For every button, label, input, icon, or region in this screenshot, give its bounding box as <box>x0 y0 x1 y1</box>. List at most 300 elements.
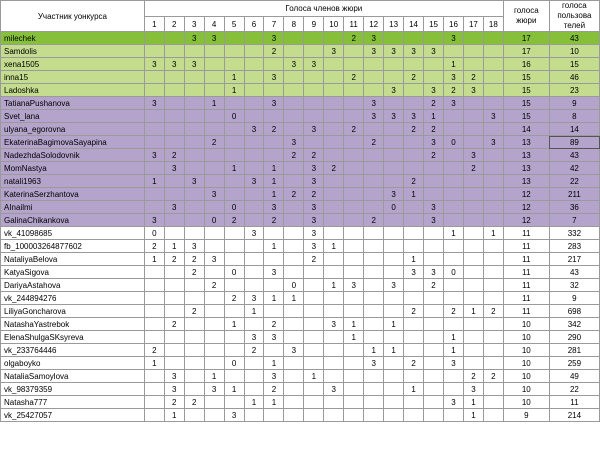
jury-vote-cell[interactable] <box>364 305 384 318</box>
jury-vote-cell[interactable]: 1 <box>264 357 284 370</box>
jury-vote-cell[interactable] <box>244 370 264 383</box>
jury-vote-cell[interactable] <box>384 175 404 188</box>
jury-vote-cell[interactable]: 3 <box>204 253 224 266</box>
user-votes-cell[interactable]: 9 <box>549 292 599 305</box>
jury-vote-cell[interactable] <box>364 71 384 84</box>
jury-vote-cell[interactable]: 3 <box>424 136 444 149</box>
jury-vote-cell[interactable]: 3 <box>384 110 404 123</box>
jury-vote-cell[interactable] <box>324 292 344 305</box>
jury-vote-cell[interactable]: 2 <box>264 45 284 58</box>
jury-vote-cell[interactable]: 1 <box>224 84 244 97</box>
user-votes-cell[interactable]: 259 <box>549 357 599 370</box>
jury-vote-cell[interactable]: 2 <box>284 149 304 162</box>
jury-vote-cell[interactable] <box>324 331 344 344</box>
jury-vote-cell[interactable]: 2 <box>224 292 244 305</box>
jury-vote-cell[interactable] <box>244 409 264 422</box>
jury-vote-cell[interactable] <box>424 240 444 253</box>
jury-vote-cell[interactable] <box>344 97 364 110</box>
jury-total-cell[interactable]: 15 <box>503 84 549 97</box>
participant-name-cell[interactable]: xena1505 <box>1 58 145 71</box>
jury-vote-cell[interactable] <box>244 32 264 45</box>
jury-vote-cell[interactable]: 2 <box>463 162 483 175</box>
participant-name-cell[interactable]: Natasha777 <box>1 396 145 409</box>
jury-vote-cell[interactable]: 2 <box>164 318 184 331</box>
jury-vote-cell[interactable]: 3 <box>244 175 264 188</box>
jury-vote-cell[interactable] <box>463 45 483 58</box>
jury-vote-cell[interactable]: 3 <box>364 97 384 110</box>
jury-vote-cell[interactable] <box>444 162 464 175</box>
jury-vote-cell[interactable] <box>224 58 244 71</box>
jury-vote-cell[interactable] <box>264 149 284 162</box>
participant-name-cell[interactable]: EkaterinaBagimovaSayapina <box>1 136 145 149</box>
jury-vote-cell[interactable] <box>204 149 224 162</box>
jury-vote-cell[interactable] <box>184 383 204 396</box>
jury-vote-cell[interactable] <box>224 253 244 266</box>
jury-vote-cell[interactable]: 2 <box>224 214 244 227</box>
jury-vote-cell[interactable] <box>224 32 244 45</box>
jury-vote-cell[interactable] <box>164 45 184 58</box>
jury-vote-cell[interactable]: 3 <box>444 32 464 45</box>
jury-vote-cell[interactable]: 3 <box>483 136 503 149</box>
jury-vote-cell[interactable] <box>144 305 164 318</box>
user-votes-cell[interactable]: 290 <box>549 331 599 344</box>
jury-vote-cell[interactable]: 1 <box>144 253 164 266</box>
jury-vote-cell[interactable] <box>324 32 344 45</box>
jury-vote-cell[interactable] <box>483 409 503 422</box>
jury-vote-cell[interactable]: 3 <box>384 84 404 97</box>
jury-vote-cell[interactable] <box>463 318 483 331</box>
user-votes-cell[interactable]: 43 <box>549 149 599 162</box>
jury-vote-cell[interactable] <box>324 253 344 266</box>
participant-name-cell[interactable]: Samdolis <box>1 45 145 58</box>
jury-vote-cell[interactable] <box>204 331 224 344</box>
jury-vote-cell[interactable] <box>344 58 364 71</box>
jury-vote-cell[interactable] <box>444 175 464 188</box>
jury-vote-cell[interactable] <box>424 253 444 266</box>
jury-number-header[interactable]: 14 <box>404 17 424 32</box>
jury-vote-cell[interactable] <box>364 201 384 214</box>
jury-vote-cell[interactable] <box>384 396 404 409</box>
jury-vote-cell[interactable] <box>144 162 164 175</box>
jury-vote-cell[interactable] <box>424 188 444 201</box>
participant-name-cell[interactable]: DariyaAstahova <box>1 279 145 292</box>
jury-vote-cell[interactable] <box>284 240 304 253</box>
jury-vote-cell[interactable] <box>144 292 164 305</box>
jury-vote-cell[interactable] <box>164 188 184 201</box>
jury-vote-cell[interactable] <box>344 45 364 58</box>
jury-vote-cell[interactable] <box>463 136 483 149</box>
jury-vote-cell[interactable]: 3 <box>244 123 264 136</box>
participant-name-cell[interactable]: KatyaSigova <box>1 266 145 279</box>
jury-vote-cell[interactable]: 3 <box>184 240 204 253</box>
jury-total-cell[interactable]: 12 <box>503 201 549 214</box>
jury-vote-cell[interactable]: 1 <box>264 175 284 188</box>
jury-vote-cell[interactable] <box>284 227 304 240</box>
jury-vote-cell[interactable]: 3 <box>184 58 204 71</box>
jury-vote-cell[interactable] <box>344 305 364 318</box>
jury-vote-cell[interactable] <box>264 58 284 71</box>
jury-vote-cell[interactable] <box>164 344 184 357</box>
jury-vote-cell[interactable] <box>204 45 224 58</box>
jury-vote-cell[interactable] <box>344 149 364 162</box>
jury-vote-cell[interactable] <box>144 188 164 201</box>
jury-vote-cell[interactable] <box>324 266 344 279</box>
jury-vote-cell[interactable] <box>404 58 424 71</box>
jury-vote-cell[interactable] <box>244 383 264 396</box>
jury-vote-cell[interactable]: 2 <box>424 149 444 162</box>
jury-vote-cell[interactable] <box>384 383 404 396</box>
jury-vote-cell[interactable] <box>204 123 224 136</box>
jury-vote-cell[interactable] <box>444 409 464 422</box>
jury-vote-cell[interactable] <box>304 84 324 97</box>
jury-vote-cell[interactable] <box>324 188 344 201</box>
jury-vote-cell[interactable]: 3 <box>144 149 164 162</box>
user-votes-cell[interactable]: 43 <box>549 32 599 45</box>
jury-vote-cell[interactable]: 2 <box>264 214 284 227</box>
jury-vote-cell[interactable] <box>144 409 164 422</box>
user-votes-cell[interactable]: 283 <box>549 240 599 253</box>
jury-vote-cell[interactable] <box>224 227 244 240</box>
jury-vote-cell[interactable] <box>424 357 444 370</box>
jury-vote-cell[interactable] <box>224 240 244 253</box>
jury-vote-cell[interactable]: 2 <box>404 71 424 84</box>
jury-vote-cell[interactable]: 2 <box>404 175 424 188</box>
jury-vote-cell[interactable] <box>284 383 304 396</box>
jury-vote-cell[interactable] <box>444 123 464 136</box>
jury-vote-cell[interactable]: 3 <box>224 409 244 422</box>
jury-vote-cell[interactable]: 3 <box>144 97 164 110</box>
jury-vote-cell[interactable]: 3 <box>324 45 344 58</box>
jury-vote-cell[interactable]: 3 <box>264 32 284 45</box>
jury-vote-cell[interactable] <box>463 201 483 214</box>
jury-vote-cell[interactable]: 3 <box>184 175 204 188</box>
jury-vote-cell[interactable] <box>284 318 304 331</box>
user-votes-cell[interactable]: 332 <box>549 227 599 240</box>
jury-vote-cell[interactable] <box>184 162 204 175</box>
jury-vote-cell[interactable] <box>304 357 324 370</box>
jury-number-header[interactable]: 10 <box>324 17 344 32</box>
jury-total-cell[interactable]: 9 <box>503 409 549 422</box>
jury-vote-cell[interactable] <box>483 214 503 227</box>
jury-vote-cell[interactable] <box>483 71 503 84</box>
jury-vote-cell[interactable] <box>404 396 424 409</box>
participant-column-header[interactable]: Участник уонкурса <box>1 1 145 32</box>
participant-name-cell[interactable]: vk_25427057 <box>1 409 145 422</box>
jury-vote-cell[interactable] <box>184 292 204 305</box>
jury-number-header[interactable]: 2 <box>164 17 184 32</box>
jury-vote-cell[interactable] <box>344 175 364 188</box>
jury-vote-cell[interactable] <box>384 240 404 253</box>
jury-vote-cell[interactable]: 1 <box>344 318 364 331</box>
jury-vote-cell[interactable] <box>244 45 264 58</box>
jury-total-cell[interactable]: 10 <box>503 344 549 357</box>
jury-vote-cell[interactable]: 2 <box>463 71 483 84</box>
participant-name-cell[interactable]: fb_100003264877602 <box>1 240 145 253</box>
jury-vote-cell[interactable]: 2 <box>204 136 224 149</box>
user-votes-column-header[interactable]: голоса пользова телей <box>549 1 599 32</box>
jury-vote-cell[interactable]: 3 <box>463 149 483 162</box>
jury-vote-cell[interactable]: 3 <box>444 71 464 84</box>
jury-vote-cell[interactable]: 3 <box>264 370 284 383</box>
jury-vote-cell[interactable] <box>204 201 224 214</box>
jury-number-header[interactable]: 18 <box>483 17 503 32</box>
user-votes-cell[interactable]: 7 <box>549 214 599 227</box>
jury-vote-cell[interactable] <box>184 45 204 58</box>
jury-vote-cell[interactable] <box>304 97 324 110</box>
jury-vote-cell[interactable]: 2 <box>304 188 324 201</box>
jury-vote-cell[interactable] <box>364 396 384 409</box>
jury-vote-cell[interactable] <box>284 357 304 370</box>
jury-total-cell[interactable]: 10 <box>503 331 549 344</box>
participant-name-cell[interactable]: milechek <box>1 32 145 45</box>
user-votes-cell[interactable]: 22 <box>549 175 599 188</box>
jury-vote-cell[interactable]: 3 <box>384 45 404 58</box>
participant-name-cell[interactable]: KaterinaSerzhantova <box>1 188 145 201</box>
jury-vote-cell[interactable] <box>284 253 304 266</box>
jury-vote-cell[interactable] <box>324 357 344 370</box>
jury-vote-cell[interactable] <box>364 279 384 292</box>
jury-vote-cell[interactable] <box>344 227 364 240</box>
jury-vote-cell[interactable] <box>384 305 404 318</box>
jury-vote-cell[interactable]: 1 <box>444 58 464 71</box>
jury-vote-cell[interactable] <box>364 370 384 383</box>
jury-vote-cell[interactable] <box>164 266 184 279</box>
jury-vote-cell[interactable] <box>444 45 464 58</box>
jury-vote-cell[interactable] <box>244 97 264 110</box>
jury-vote-cell[interactable] <box>404 227 424 240</box>
jury-vote-cell[interactable] <box>204 305 224 318</box>
jury-vote-cell[interactable] <box>264 110 284 123</box>
jury-vote-cell[interactable]: 0 <box>224 357 244 370</box>
jury-number-header[interactable]: 6 <box>244 17 264 32</box>
jury-vote-cell[interactable] <box>463 344 483 357</box>
jury-vote-cell[interactable] <box>444 279 464 292</box>
jury-vote-cell[interactable] <box>304 318 324 331</box>
jury-vote-cell[interactable] <box>304 331 324 344</box>
jury-vote-cell[interactable]: 1 <box>224 162 244 175</box>
jury-vote-cell[interactable] <box>244 71 264 84</box>
jury-vote-cell[interactable] <box>144 45 164 58</box>
jury-vote-cell[interactable] <box>444 214 464 227</box>
jury-vote-cell[interactable]: 3 <box>164 383 184 396</box>
jury-vote-cell[interactable]: 2 <box>404 305 424 318</box>
jury-vote-cell[interactable] <box>424 370 444 383</box>
jury-vote-cell[interactable] <box>344 214 364 227</box>
jury-vote-cell[interactable]: 2 <box>164 396 184 409</box>
jury-vote-cell[interactable] <box>144 84 164 97</box>
jury-vote-cell[interactable]: 3 <box>424 84 444 97</box>
jury-vote-cell[interactable]: 0 <box>144 227 164 240</box>
jury-vote-cell[interactable]: 3 <box>364 45 384 58</box>
jury-vote-cell[interactable]: 3 <box>264 266 284 279</box>
jury-vote-cell[interactable] <box>284 266 304 279</box>
jury-vote-cell[interactable] <box>483 201 503 214</box>
jury-vote-cell[interactable]: 2 <box>144 240 164 253</box>
jury-vote-cell[interactable] <box>324 58 344 71</box>
jury-vote-cell[interactable] <box>384 58 404 71</box>
jury-vote-cell[interactable] <box>424 292 444 305</box>
jury-vote-cell[interactable]: 2 <box>444 305 464 318</box>
jury-vote-cell[interactable]: 1 <box>404 253 424 266</box>
jury-total-cell[interactable]: 15 <box>503 97 549 110</box>
jury-vote-cell[interactable] <box>344 110 364 123</box>
jury-total-cell[interactable]: 10 <box>503 396 549 409</box>
user-votes-cell[interactable]: 15 <box>549 58 599 71</box>
jury-total-cell[interactable]: 10 <box>503 318 549 331</box>
jury-vote-cell[interactable]: 1 <box>404 383 424 396</box>
jury-vote-cell[interactable]: 2 <box>364 214 384 227</box>
jury-vote-cell[interactable]: 2 <box>404 123 424 136</box>
jury-vote-cell[interactable]: 1 <box>244 305 264 318</box>
jury-vote-cell[interactable] <box>364 188 384 201</box>
jury-vote-cell[interactable] <box>384 253 404 266</box>
jury-vote-cell[interactable]: 2 <box>344 71 364 84</box>
jury-vote-cell[interactable]: 3 <box>264 71 284 84</box>
jury-vote-cell[interactable]: 0 <box>384 201 404 214</box>
jury-vote-cell[interactable] <box>344 201 364 214</box>
jury-vote-cell[interactable] <box>404 214 424 227</box>
jury-vote-cell[interactable] <box>324 396 344 409</box>
jury-vote-cell[interactable]: 3 <box>144 58 164 71</box>
jury-vote-cell[interactable] <box>164 292 184 305</box>
jury-vote-cell[interactable] <box>204 344 224 357</box>
jury-vote-cell[interactable]: 3 <box>284 344 304 357</box>
jury-vote-cell[interactable] <box>204 292 224 305</box>
jury-total-cell[interactable]: 11 <box>503 227 549 240</box>
jury-vote-cell[interactable]: 2 <box>184 305 204 318</box>
jury-vote-cell[interactable] <box>444 240 464 253</box>
jury-vote-cell[interactable]: 2 <box>244 344 264 357</box>
jury-vote-cell[interactable] <box>184 409 204 422</box>
jury-vote-cell[interactable] <box>483 240 503 253</box>
jury-vote-cell[interactable] <box>384 227 404 240</box>
jury-vote-cell[interactable]: 2 <box>324 162 344 175</box>
jury-vote-cell[interactable]: 1 <box>404 188 424 201</box>
jury-vote-cell[interactable] <box>404 97 424 110</box>
jury-vote-cell[interactable] <box>284 396 304 409</box>
jury-vote-cell[interactable] <box>244 318 264 331</box>
jury-vote-cell[interactable] <box>344 84 364 97</box>
jury-vote-cell[interactable] <box>244 240 264 253</box>
jury-vote-cell[interactable] <box>304 292 324 305</box>
jury-vote-cell[interactable] <box>244 84 264 97</box>
jury-vote-cell[interactable] <box>344 162 364 175</box>
jury-vote-cell[interactable] <box>164 175 184 188</box>
jury-vote-cell[interactable] <box>483 292 503 305</box>
jury-vote-cell[interactable] <box>144 383 164 396</box>
jury-vote-cell[interactable]: 1 <box>324 279 344 292</box>
jury-vote-cell[interactable]: 3 <box>304 201 324 214</box>
jury-vote-cell[interactable] <box>224 305 244 318</box>
jury-vote-cell[interactable] <box>224 97 244 110</box>
jury-vote-cell[interactable]: 3 <box>404 110 424 123</box>
participant-name-cell[interactable]: ElenaShulgaSKsyreva <box>1 331 145 344</box>
jury-vote-cell[interactable] <box>284 370 304 383</box>
jury-vote-cell[interactable] <box>424 58 444 71</box>
jury-vote-cell[interactable]: 2 <box>344 123 364 136</box>
jury-vote-cell[interactable]: 2 <box>463 370 483 383</box>
participant-name-cell[interactable]: GalinaChikankova <box>1 214 145 227</box>
jury-vote-cell[interactable] <box>184 188 204 201</box>
jury-vote-cell[interactable] <box>384 266 404 279</box>
participant-name-cell[interactable]: vk_41098685 <box>1 227 145 240</box>
jury-vote-cell[interactable] <box>184 227 204 240</box>
jury-vote-cell[interactable] <box>404 292 424 305</box>
jury-vote-cell[interactable] <box>364 292 384 305</box>
jury-total-cell[interactable]: 12 <box>503 214 549 227</box>
jury-vote-cell[interactable]: 3 <box>164 162 184 175</box>
jury-total-cell[interactable]: 11 <box>503 292 549 305</box>
jury-vote-cell[interactable]: 2 <box>483 305 503 318</box>
jury-vote-cell[interactable] <box>144 279 164 292</box>
jury-total-cell[interactable]: 10 <box>503 357 549 370</box>
jury-vote-cell[interactable] <box>384 162 404 175</box>
jury-vote-cell[interactable] <box>404 201 424 214</box>
jury-vote-cell[interactable]: 3 <box>404 45 424 58</box>
jury-vote-cell[interactable] <box>364 253 384 266</box>
jury-vote-cell[interactable] <box>404 318 424 331</box>
jury-total-cell[interactable]: 15 <box>503 110 549 123</box>
jury-number-header[interactable]: 16 <box>444 17 464 32</box>
jury-vote-cell[interactable] <box>264 253 284 266</box>
jury-vote-cell[interactable] <box>144 396 164 409</box>
jury-vote-cell[interactable]: 1 <box>224 383 244 396</box>
jury-vote-cell[interactable]: 1 <box>483 227 503 240</box>
jury-vote-cell[interactable] <box>164 214 184 227</box>
jury-vote-cell[interactable] <box>344 370 364 383</box>
jury-vote-cell[interactable]: 3 <box>444 357 464 370</box>
user-votes-cell[interactable]: 281 <box>549 344 599 357</box>
jury-vote-cell[interactable] <box>483 318 503 331</box>
jury-vote-cell[interactable]: 3 <box>304 123 324 136</box>
jury-vote-cell[interactable] <box>404 136 424 149</box>
jury-vote-cell[interactable]: 1 <box>204 370 224 383</box>
user-votes-cell[interactable]: 14 <box>549 123 599 136</box>
jury-vote-cell[interactable]: 2 <box>284 188 304 201</box>
jury-vote-cell[interactable] <box>424 305 444 318</box>
jury-vote-cell[interactable] <box>424 344 444 357</box>
jury-vote-cell[interactable] <box>483 253 503 266</box>
jury-number-header[interactable]: 15 <box>424 17 444 32</box>
jury-vote-cell[interactable] <box>184 136 204 149</box>
user-votes-cell[interactable]: 11 <box>549 396 599 409</box>
jury-vote-cell[interactable] <box>344 253 364 266</box>
jury-vote-cell[interactable] <box>424 396 444 409</box>
jury-vote-cell[interactable]: 1 <box>384 344 404 357</box>
jury-vote-cell[interactable] <box>244 279 264 292</box>
jury-vote-cell[interactable] <box>304 383 324 396</box>
jury-number-header[interactable]: 12 <box>364 17 384 32</box>
jury-vote-cell[interactable] <box>224 331 244 344</box>
jury-vote-cell[interactable]: 2 <box>424 97 444 110</box>
jury-vote-cell[interactable] <box>304 71 324 84</box>
user-votes-cell[interactable]: 9 <box>549 97 599 110</box>
jury-vote-cell[interactable] <box>463 58 483 71</box>
jury-vote-cell[interactable] <box>184 318 204 331</box>
jury-vote-cell[interactable]: 2 <box>204 279 224 292</box>
jury-vote-cell[interactable] <box>164 331 184 344</box>
jury-vote-cell[interactable] <box>463 227 483 240</box>
jury-total-cell[interactable]: 17 <box>503 32 549 45</box>
jury-vote-cell[interactable] <box>204 175 224 188</box>
jury-vote-cell[interactable] <box>424 383 444 396</box>
jury-vote-cell[interactable]: 0 <box>224 201 244 214</box>
jury-vote-cell[interactable] <box>144 370 164 383</box>
jury-vote-cell[interactable] <box>444 188 464 201</box>
jury-vote-cell[interactable]: 2 <box>364 136 384 149</box>
user-votes-cell[interactable]: 42 <box>549 162 599 175</box>
jury-vote-cell[interactable] <box>324 305 344 318</box>
